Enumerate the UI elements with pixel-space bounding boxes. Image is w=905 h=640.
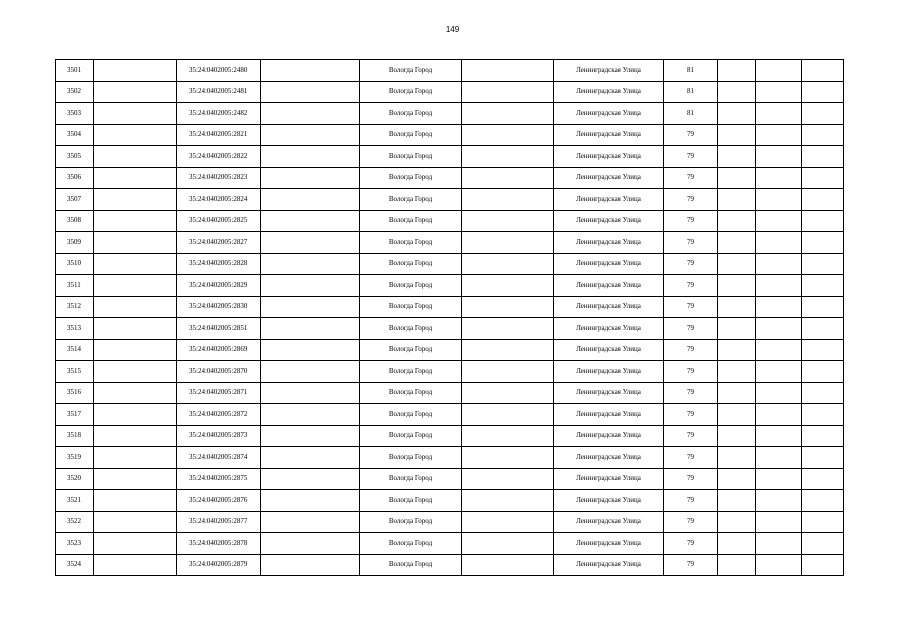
cell-cadastral-number: 35:24:0402005:2879 [177, 554, 261, 576]
cell-house-number: 79 [664, 146, 718, 168]
cell-street: Ленинградская Улица [554, 232, 664, 254]
cell-record-number: 3513 [56, 318, 94, 340]
cell-city: Вологда Город [360, 60, 462, 82]
cell-empty [261, 468, 360, 490]
cell-city: Вологда Город [360, 232, 462, 254]
cell-cadastral-number: 35:24:0402005:2823 [177, 167, 261, 189]
cell-empty [94, 146, 177, 168]
cell-empty [718, 232, 756, 254]
cell-house-number: 79 [664, 404, 718, 426]
table-row [56, 296, 844, 318]
cell-record-number: 3506 [56, 167, 94, 189]
cell-empty [94, 339, 177, 361]
cell-record-number: 3509 [56, 232, 94, 254]
cell-empty [462, 318, 554, 340]
cell-empty [802, 167, 844, 189]
cell-empty [718, 339, 756, 361]
cell-empty [94, 425, 177, 447]
cell-street: Ленинградская Улица [554, 253, 664, 275]
cell-house-number: 79 [664, 210, 718, 232]
cell-street: Ленинградская Улица [554, 447, 664, 469]
cell-empty [462, 124, 554, 146]
cell-empty [756, 124, 802, 146]
table-row [56, 124, 844, 146]
cell-empty [94, 296, 177, 318]
cell-city: Вологда Город [360, 490, 462, 512]
cell-empty [462, 232, 554, 254]
cell-empty [94, 468, 177, 490]
cell-empty [462, 425, 554, 447]
cell-empty [718, 361, 756, 383]
cell-empty [462, 554, 554, 576]
cell-cadastral-number: 35:24:0402005:2825 [177, 210, 261, 232]
table-row [56, 253, 844, 275]
cell-empty [94, 189, 177, 211]
cell-empty [718, 103, 756, 125]
cell-empty [718, 511, 756, 533]
cell-city: Вологда Город [360, 189, 462, 211]
cell-empty [802, 146, 844, 168]
cell-empty [718, 210, 756, 232]
cell-record-number: 3507 [56, 189, 94, 211]
cell-empty [802, 103, 844, 125]
cell-empty [94, 447, 177, 469]
table-row [56, 167, 844, 189]
cell-empty [802, 253, 844, 275]
table-row [56, 447, 844, 469]
cell-house-number: 79 [664, 275, 718, 297]
cell-empty [261, 511, 360, 533]
cell-empty [94, 318, 177, 340]
cell-house-number: 79 [664, 468, 718, 490]
cell-empty [94, 382, 177, 404]
cell-empty [462, 189, 554, 211]
cell-city: Вологда Город [360, 81, 462, 103]
cell-empty [94, 210, 177, 232]
cell-record-number: 3512 [56, 296, 94, 318]
table-row [56, 232, 844, 254]
cell-empty [261, 210, 360, 232]
table-row [56, 189, 844, 211]
cell-empty [261, 447, 360, 469]
cell-empty [756, 339, 802, 361]
cell-empty [462, 146, 554, 168]
cell-empty [802, 468, 844, 490]
cell-street: Ленинградская Улица [554, 210, 664, 232]
cell-city: Вологда Город [360, 275, 462, 297]
cell-street: Ленинградская Улица [554, 60, 664, 82]
cell-empty [261, 490, 360, 512]
cell-city: Вологда Город [360, 425, 462, 447]
cell-empty [756, 81, 802, 103]
table-row [56, 60, 844, 82]
cell-empty [261, 232, 360, 254]
cell-record-number: 3523 [56, 533, 94, 555]
cell-empty [94, 124, 177, 146]
cell-empty [462, 533, 554, 555]
cell-empty [94, 81, 177, 103]
cell-empty [462, 60, 554, 82]
cell-empty [462, 339, 554, 361]
cell-empty [756, 447, 802, 469]
cell-city: Вологда Город [360, 103, 462, 125]
cell-empty [261, 81, 360, 103]
cell-empty [756, 146, 802, 168]
cell-empty [261, 296, 360, 318]
cell-empty [462, 167, 554, 189]
cell-empty [802, 210, 844, 232]
cell-cadastral-number: 35:24:0402005:2481 [177, 81, 261, 103]
cell-city: Вологда Город [360, 296, 462, 318]
cell-empty [802, 490, 844, 512]
cell-house-number: 79 [664, 425, 718, 447]
table-row [56, 146, 844, 168]
cell-street: Ленинградская Улица [554, 468, 664, 490]
cell-cadastral-number: 35:24:0402005:2869 [177, 339, 261, 361]
cell-empty [261, 425, 360, 447]
cell-empty [261, 275, 360, 297]
cell-street: Ленинградская Улица [554, 318, 664, 340]
table-row [56, 382, 844, 404]
cell-empty [261, 103, 360, 125]
cell-empty [802, 425, 844, 447]
cell-empty [94, 253, 177, 275]
cell-record-number: 3510 [56, 253, 94, 275]
registry-table [55, 59, 844, 576]
cell-empty [94, 404, 177, 426]
cell-street: Ленинградская Улица [554, 554, 664, 576]
cell-empty [718, 447, 756, 469]
cell-house-number: 79 [664, 554, 718, 576]
cell-empty [802, 60, 844, 82]
cell-empty [261, 189, 360, 211]
cell-street: Ленинградская Улица [554, 511, 664, 533]
cell-empty [94, 554, 177, 576]
cell-empty [261, 533, 360, 555]
cell-empty [462, 468, 554, 490]
cell-empty [802, 318, 844, 340]
cell-empty [94, 167, 177, 189]
cell-empty [756, 296, 802, 318]
cell-cadastral-number: 35:24:0402005:2851 [177, 318, 261, 340]
cell-empty [261, 382, 360, 404]
cell-city: Вологда Город [360, 447, 462, 469]
cell-record-number: 3515 [56, 361, 94, 383]
cell-empty [462, 81, 554, 103]
cell-empty [756, 210, 802, 232]
cell-city: Вологда Город [360, 318, 462, 340]
cell-house-number: 79 [664, 232, 718, 254]
cell-empty [756, 253, 802, 275]
cell-city: Вологда Город [360, 382, 462, 404]
table-row [56, 103, 844, 125]
cell-street: Ленинградская Улица [554, 81, 664, 103]
cell-empty [802, 232, 844, 254]
cell-empty [756, 554, 802, 576]
cell-city: Вологда Город [360, 167, 462, 189]
cell-street: Ленинградская Улица [554, 361, 664, 383]
cell-record-number: 3521 [56, 490, 94, 512]
cell-empty [94, 361, 177, 383]
cell-empty [756, 275, 802, 297]
table-row [56, 275, 844, 297]
cell-empty [94, 533, 177, 555]
cell-city: Вологда Город [360, 339, 462, 361]
table-row [56, 210, 844, 232]
cell-empty [462, 210, 554, 232]
cell-cadastral-number: 35:24:0402005:2870 [177, 361, 261, 383]
cell-house-number: 79 [664, 189, 718, 211]
cell-empty [756, 60, 802, 82]
cell-cadastral-number: 35:24:0402005:2875 [177, 468, 261, 490]
cell-record-number: 3508 [56, 210, 94, 232]
cell-house-number: 79 [664, 533, 718, 555]
table-row [56, 533, 844, 555]
cell-cadastral-number: 35:24:0402005:2871 [177, 382, 261, 404]
cell-cadastral-number: 35:24:0402005:2822 [177, 146, 261, 168]
table-row [56, 361, 844, 383]
cell-empty [718, 296, 756, 318]
cell-house-number: 81 [664, 60, 718, 82]
cell-empty [718, 146, 756, 168]
cell-city: Вологда Город [360, 404, 462, 426]
cell-house-number: 79 [664, 339, 718, 361]
cell-empty [756, 425, 802, 447]
cell-record-number: 3501 [56, 60, 94, 82]
cell-house-number: 79 [664, 167, 718, 189]
cell-cadastral-number: 35:24:0402005:2824 [177, 189, 261, 211]
cell-street: Ленинградская Улица [554, 404, 664, 426]
cell-empty [718, 468, 756, 490]
cell-empty [718, 124, 756, 146]
cell-street: Ленинградская Улица [554, 425, 664, 447]
cell-empty [756, 511, 802, 533]
cell-street: Ленинградская Улица [554, 103, 664, 125]
cell-empty [718, 404, 756, 426]
cell-record-number: 3514 [56, 339, 94, 361]
cell-empty [756, 490, 802, 512]
cell-empty [462, 296, 554, 318]
cell-empty [802, 275, 844, 297]
cell-street: Ленинградская Улица [554, 382, 664, 404]
cell-empty [718, 275, 756, 297]
cell-empty [261, 554, 360, 576]
cell-street: Ленинградская Улица [554, 275, 664, 297]
cell-empty [802, 189, 844, 211]
cell-cadastral-number: 35:24:0402005:2482 [177, 103, 261, 125]
cell-empty [462, 253, 554, 275]
cell-empty [718, 167, 756, 189]
table-row [56, 554, 844, 576]
cell-cadastral-number: 35:24:0402005:2827 [177, 232, 261, 254]
cell-record-number: 3524 [56, 554, 94, 576]
cell-empty [261, 124, 360, 146]
cell-record-number: 3518 [56, 425, 94, 447]
cell-city: Вологда Город [360, 253, 462, 275]
table-row [56, 490, 844, 512]
cell-empty [756, 232, 802, 254]
cell-empty [802, 533, 844, 555]
cell-house-number: 79 [664, 382, 718, 404]
cell-empty [718, 554, 756, 576]
table-row [56, 318, 844, 340]
cell-house-number: 79 [664, 361, 718, 383]
cell-empty [718, 382, 756, 404]
cell-empty [94, 60, 177, 82]
cell-empty [462, 511, 554, 533]
cell-record-number: 3502 [56, 81, 94, 103]
cell-record-number: 3519 [56, 447, 94, 469]
cell-street: Ленинградская Улица [554, 339, 664, 361]
cell-empty [261, 361, 360, 383]
cell-cadastral-number: 35:24:0402005:2830 [177, 296, 261, 318]
cell-empty [802, 124, 844, 146]
cell-house-number: 79 [664, 318, 718, 340]
cell-empty [462, 490, 554, 512]
registry-body [56, 60, 844, 576]
cell-cadastral-number: 35:24:0402005:2874 [177, 447, 261, 469]
cell-street: Ленинградская Улица [554, 167, 664, 189]
cell-record-number: 3503 [56, 103, 94, 125]
cell-empty [756, 103, 802, 125]
cell-cadastral-number: 35:24:0402005:2828 [177, 253, 261, 275]
page-number: 149 [445, 25, 460, 34]
cell-city: Вологда Город [360, 124, 462, 146]
cell-empty [718, 189, 756, 211]
cell-empty [718, 533, 756, 555]
cell-street: Ленинградская Улица [554, 124, 664, 146]
cell-empty [756, 468, 802, 490]
cell-empty [462, 103, 554, 125]
cell-record-number: 3516 [56, 382, 94, 404]
cell-empty [94, 103, 177, 125]
cell-empty [94, 232, 177, 254]
table-row [56, 404, 844, 426]
cell-empty [718, 318, 756, 340]
cell-house-number: 79 [664, 253, 718, 275]
cell-street: Ленинградская Улица [554, 533, 664, 555]
cell-empty [802, 81, 844, 103]
cell-empty [756, 189, 802, 211]
cell-cadastral-number: 35:24:0402005:2878 [177, 533, 261, 555]
cell-cadastral-number: 35:24:0402005:2480 [177, 60, 261, 82]
cell-empty [718, 81, 756, 103]
cell-empty [462, 382, 554, 404]
cell-empty [756, 361, 802, 383]
cell-empty [802, 382, 844, 404]
cell-cadastral-number: 35:24:0402005:2876 [177, 490, 261, 512]
cell-empty [261, 60, 360, 82]
cell-empty [802, 339, 844, 361]
cell-empty [261, 339, 360, 361]
cell-empty [261, 146, 360, 168]
cell-record-number: 3505 [56, 146, 94, 168]
cell-street: Ленинградская Улица [554, 490, 664, 512]
table-row [56, 81, 844, 103]
cell-record-number: 3504 [56, 124, 94, 146]
cell-empty [261, 318, 360, 340]
cell-street: Ленинградская Улица [554, 146, 664, 168]
cell-empty [94, 275, 177, 297]
cell-house-number: 79 [664, 296, 718, 318]
cell-empty [261, 253, 360, 275]
cell-empty [94, 511, 177, 533]
cell-house-number: 79 [664, 490, 718, 512]
cell-empty [462, 275, 554, 297]
cell-empty [462, 447, 554, 469]
table-row [56, 339, 844, 361]
cell-empty [802, 404, 844, 426]
cell-empty [802, 447, 844, 469]
cell-house-number: 81 [664, 81, 718, 103]
cell-city: Вологда Город [360, 146, 462, 168]
cell-empty [718, 425, 756, 447]
cell-record-number: 3522 [56, 511, 94, 533]
cell-house-number: 79 [664, 447, 718, 469]
cell-empty [718, 490, 756, 512]
cell-empty [756, 404, 802, 426]
cell-house-number: 81 [664, 103, 718, 125]
cell-empty [756, 318, 802, 340]
cell-empty [802, 511, 844, 533]
cell-cadastral-number: 35:24:0402005:2821 [177, 124, 261, 146]
cell-city: Вологда Город [360, 210, 462, 232]
cell-empty [756, 533, 802, 555]
cell-cadastral-number: 35:24:0402005:2877 [177, 511, 261, 533]
cell-record-number: 3511 [56, 275, 94, 297]
table-row [56, 468, 844, 490]
cell-cadastral-number: 35:24:0402005:2872 [177, 404, 261, 426]
cell-street: Ленинградская Улица [554, 189, 664, 211]
cell-empty [756, 167, 802, 189]
cell-cadastral-number: 35:24:0402005:2873 [177, 425, 261, 447]
cell-empty [802, 554, 844, 576]
cell-empty [718, 60, 756, 82]
cell-city: Вологда Город [360, 554, 462, 576]
cell-house-number: 79 [664, 511, 718, 533]
cell-record-number: 3520 [56, 468, 94, 490]
cell-city: Вологда Город [360, 533, 462, 555]
cell-city: Вологда Город [360, 511, 462, 533]
cell-record-number: 3517 [56, 404, 94, 426]
cell-city: Вологда Город [360, 468, 462, 490]
cell-empty [462, 404, 554, 426]
cell-empty [94, 490, 177, 512]
cell-empty [756, 382, 802, 404]
cell-city: Вологда Город [360, 361, 462, 383]
cell-empty [802, 361, 844, 383]
table-row [56, 511, 844, 533]
cell-cadastral-number: 35:24:0402005:2829 [177, 275, 261, 297]
cell-empty [261, 167, 360, 189]
cell-empty [718, 253, 756, 275]
table-row [56, 425, 844, 447]
cell-empty [462, 361, 554, 383]
cell-empty [261, 404, 360, 426]
cell-street: Ленинградская Улица [554, 296, 664, 318]
cell-empty [802, 296, 844, 318]
cell-house-number: 79 [664, 124, 718, 146]
